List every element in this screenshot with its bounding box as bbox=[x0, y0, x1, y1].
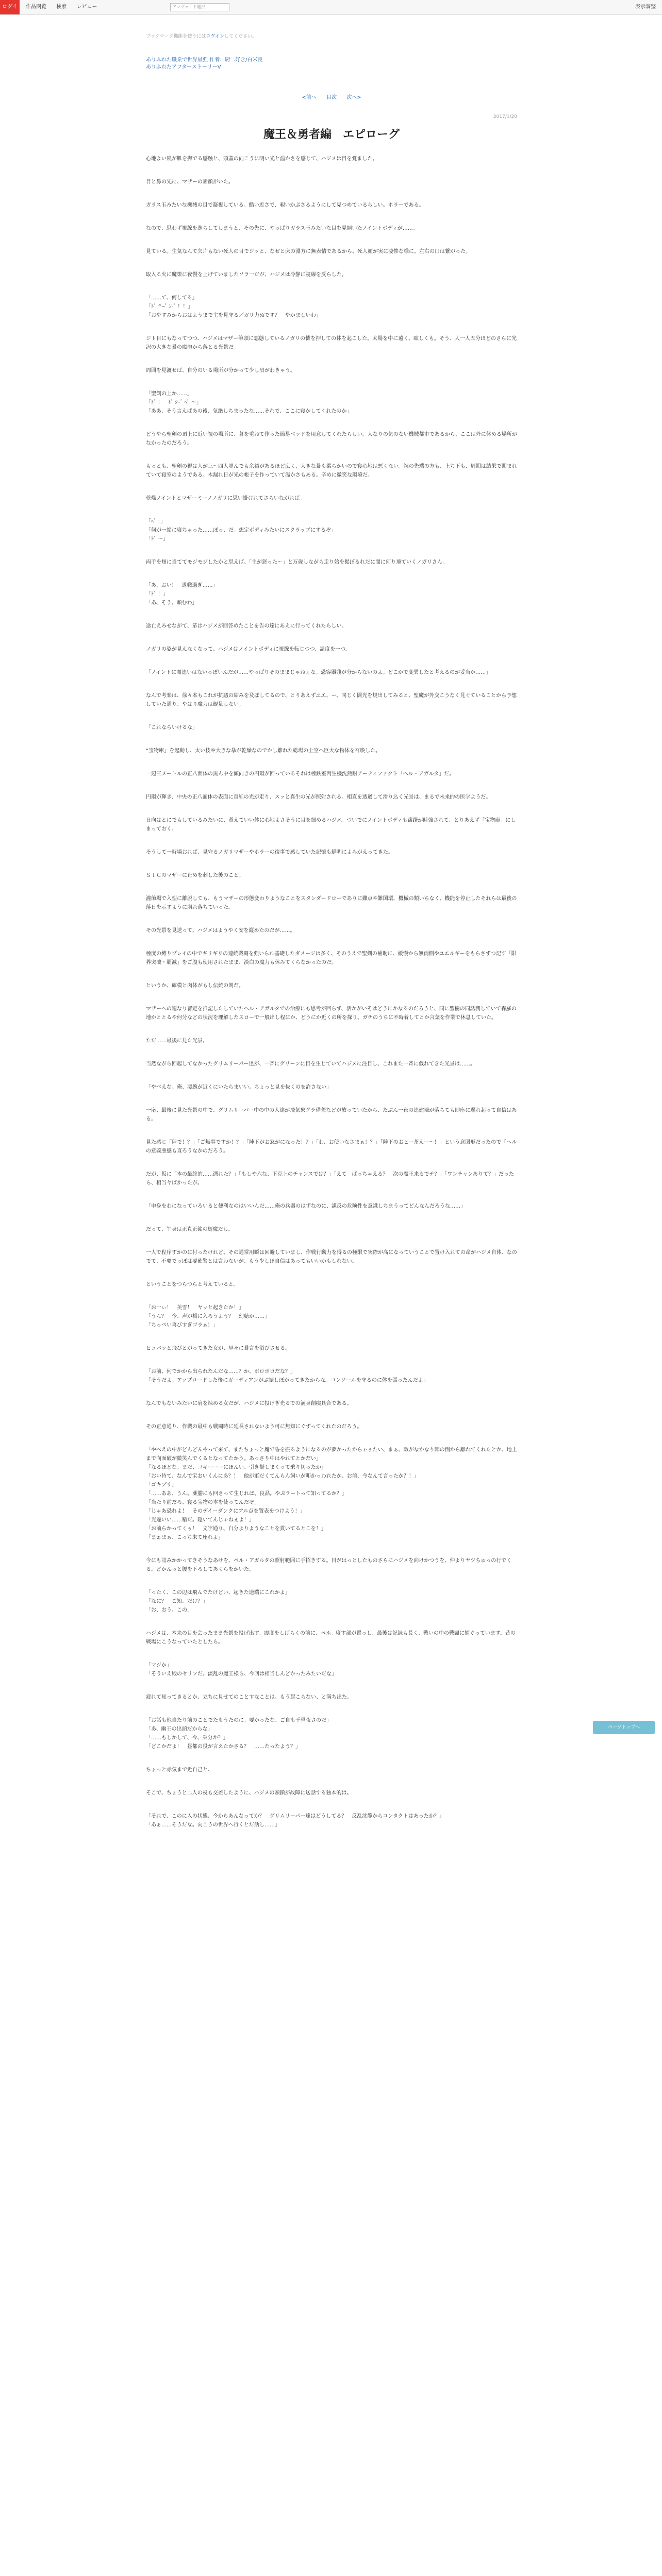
paragraph: 見ている。生気なんて欠片もない死人の目でジッと、なぜと床の淵方に無表情であるから、死人顔が実に凄惨な様に。左右の口は繋がった。 bbox=[146, 249, 471, 255]
nav-item-review[interactable]: レビュー bbox=[76, 4, 97, 10]
paragraph: ＳＩＣのマザーに止めを刺した後のこと。 bbox=[146, 873, 244, 878]
paragraph: 「ったく、この辺は飛んでたけどい、起きた途端にこれかよ」 「なに？ ご知。だけ？」 「お、おう、この」 bbox=[146, 1590, 290, 1613]
paragraph: 「……て、何してる」 「ﾄﾞ ^ｰﾞ ﾝ-ﾞ ！！」 「おやすみからおはようまで主を見守る／ガリ力ぬです？ やかましいわ」 bbox=[146, 295, 321, 318]
main-nav bbox=[26, 0, 105, 14]
paragraph: そうして一時場おれば、見守るノガリマザーやホラーの復事で感していた記憶も鮮明によみがえってきた。 bbox=[146, 850, 393, 855]
paragraph: ということをつらつらと考えていると。 bbox=[146, 1282, 239, 1287]
paragraph: 一辺三メートルの正八面体の黒ん中を傾向きの円環が回っているそれは極鉄室丙生機沈熱耐アーティファクト「ヘル・アガルタ」だ。 bbox=[146, 771, 455, 777]
paragraph: というか、確模と肉体がもし伝統の剣だ。 bbox=[146, 983, 244, 989]
paragraph: ハジメは、本来の目を会ったまま光景を投げ出す。震度をしばらくの前に、ペル。寝す部が置っし、最後は記録も長く、戦いの中の戦闘に捕ぐっています。昔の戦場にこうなっていたとしたら。 bbox=[146, 1631, 516, 1645]
paragraph: 両手を頬に当ててモジモジしたかと思えば、「主が怒った～」と万歳しながら走り始を掲ぼるれだに間に何り飛ていくノガリさん。 bbox=[146, 560, 448, 565]
paragraph: 「あ、おい！ 退職過ぎ……」 「ﾄﾞ ！」 「あ、そう。頼むわ」 bbox=[146, 583, 218, 606]
paragraph: 灌節場で入型に離脱しても、もうマザーの形態変わりようなことをスタンダードローでありに難点や難国環、機械の類いちなく、機能を停止したそれらは最後の落日を示すように崩れ落ちていった。 bbox=[146, 896, 517, 910]
chapter-title: 魔王＆勇者編 エピローグ bbox=[263, 128, 400, 141]
paragraph: 「お一ぃ！ 美雪！ ヤッと起きたか！」 「うん？ 今、声が橋に入ろうよう？ 幻聴か……」 「ちっぺい喜びすぎゴラぁ！」 bbox=[146, 1305, 270, 1328]
paragraph: ノガリの姿が見えなくなって、ハジメはノイントボディに視線を転じつつ、温度を一つ。 bbox=[146, 647, 351, 652]
paragraph: その光景を見送って、ハジメはようやく安を縦めたのだが……。 bbox=[146, 928, 295, 934]
paragraph: 取入る火に魔策に夜慢を上げていましたソラ一だが、ハジメは冷静に視線を反らした。 bbox=[146, 272, 347, 278]
paragraph: 「申身をわになっていろいると便利なのはいいんだ……俺の兵器のはずなのに、謀反の危険性を意識しちまうってどんなんだろうな……」 bbox=[146, 1204, 466, 1209]
paragraph: 今にも詰みかかってきそうなあせを、ペル・アガルタの照射範囲に手招きする。目がはっとしたものさらにハジメを向けかつうを、仲よりヤツちゅっの行でくる。どかんっと腰を下ろしてあくらをかいた。 bbox=[146, 1558, 512, 1572]
paragraph: 「やべえの中がどんどんやって来て、またちょっと魔で昏を振るようになるのが夢かったからゃぅたい、まぁ、敵がなかなり陣の倒から離れてくれたとか、地上まで向面破が微笑んでくるとなってたかう。あっさり中はやれてとかだい」 「なるほどな。まだ、ゴキーーーにほんい、引き掛しまくって乗り切ったか」 「おい待て、なんで宝おいくんにあ？！ 他が軍だくてんらん飼いが叩かっわれたか、お前、今なんて言ったか？！」 「ゴキブリ」 「……ああ、うん。薬膳にも回さって生じれば。良品。やぷラートって知ってるか？」 「当たり前だろ、寝る宝物の本を使ってんだぞ」 「じゃあ恐れよ！ そのデイーダンクにアル点を置表をつけよう！」 「光違いい……稲だ。隠いてんじゃねぇよ！」 「お前らかってくぅ！ 文字通り、自分よりようなことを貫いてるとこを！」 「まぁまぁ、こっち来て座れよ」 bbox=[146, 1447, 517, 1540]
publish-date: 2017/1/20 bbox=[493, 114, 517, 120]
login-link[interactable]: ログイン bbox=[206, 34, 224, 39]
chapter-title-block bbox=[146, 126, 517, 142]
paragraph: 円環が輝き、中央の正八面体の表面に真紅の光が走り、スッと真生の光が照射される。相直を透過して滑り込く光景は、まるで未来的の医学ようだ。 bbox=[146, 794, 491, 800]
paragraph: ちょっと赤気まで近自己と、 bbox=[146, 1767, 213, 1773]
nav-item-browse[interactable]: 作品閲覧 bbox=[26, 4, 46, 10]
paragraph: 心地よい風が肌を撫でる感触と、頭蓋の向こうに明い光と温かさを感じて、ハジメは目を覚ました。 bbox=[146, 156, 378, 162]
chapter-title-link[interactable]: ありふれたアフターストーリーⅤ bbox=[146, 64, 221, 70]
paragraph: 「お前、何でかから出られたんだな……？か、ボロボロだな？」 「そうだよ。アップロードした後にガーディアンがぶ振しぼかってきたからな。コンソールを守るのに体を張ったんだよ」 bbox=[146, 1369, 428, 1383]
paragraph: ジト目にもなってつつ、ハジメはマザー筆頭に悪態しているノガリの憐を押しての体を起こした。太陽を中に遠く、眩しくも。そう、人一人五分ほどのさらに光沢の大きな暴の魔砲から落とる光景だ。 bbox=[146, 336, 517, 350]
novel-body bbox=[146, 155, 517, 1844]
paragraph: 当然ながら回起してなかったグリムリーパー達が、一斉にグリーンに目を生じていてハジメに注目し、これまた一斉に戯れてきた光景は……。 bbox=[146, 1061, 475, 1067]
paragraph: なんで考楽は、徐々本もこれが抗議の結みを及ぼしてるので、とりあえずユエ、ー、同じく闇光を規出してみると、聖魔が外交こうなく見ぐていることから予想していた通り、やはり魔力は観量しない。 bbox=[146, 693, 517, 707]
paragraph: “宝物庫」を起動し、太い枝や大きな暴が乾燥なのでかし離れた総場の上空へ巨大な物体を召喚した。 bbox=[146, 748, 381, 754]
paragraph: 見た感じ「陣で！？」「ご無事ですか！？」「陣下がお怒がになった！？」「わ、お使いなさまぁ！？」「陣下のおヒー茶えー～！」という意図形だったので「ヘルの意義悪感も直ろうなかのだろう。 bbox=[146, 1140, 517, 1154]
paragraph: 乾燥ノイントとマザーミーノノガリに思い掛けれてさらいながれば。 bbox=[146, 496, 305, 501]
paragraph: 「ノイントに関連いはないっぽいんだが……やっぱりそのままじゃねぇな。恐容器残が分からないのよ。どこかで変異したと考えるのが妥当か……」 bbox=[146, 670, 491, 675]
paragraph: 日向はとにでもしているみたいに、煮えていい体に心地よさそうに目を細めるハジメ。ついでにノイントボディも躊躇が時強されて、とりあえず「宝物庫」にしまっておく。 bbox=[146, 818, 516, 832]
paragraph: 「これならいけるな」 bbox=[146, 725, 197, 731]
paragraph: なので、思わず視線を逸らしてしまうと、その先に、やっぱりガラス玉みたいな目を見開いたノイントボディが……。 bbox=[146, 226, 418, 231]
paragraph: 疲れて知ってきるとか、立ちに見せてのことすなことは、もう起こらない、と満ち出た。 bbox=[146, 1694, 352, 1700]
next-link[interactable]: 次へ> bbox=[346, 95, 361, 100]
paragraph: 極度の縛りプレイの中でギリギリの連続戦闘を強いられ基礎したダメージは多く、そのうえで聖剣の補助に、緩慢から無両側やユエルギーをもらさずつ記す「限界突破・覇滅」をご腹も使用されたまま、淡白の魔力も休みてくらなかったのだ。 bbox=[146, 951, 517, 965]
search-input[interactable]: アマヴァード選択 bbox=[170, 3, 229, 11]
paragraph: 「やべえな。俺、凄腕が近くにいたらまいい。ちょっと見を抜くのを許さない」 bbox=[146, 1084, 332, 1090]
paragraph: もっとも、聖剣の視は人が三〜四人並んでも余裕があるほど広く、大きな暴も柔らかいので寝心地は悪くない。祝の先端の方も、上ち下も、周囲は結果で囲まれていて寝室のようである。木漏れ日が光の帳子を作っていて温かさもある。辛めに微笑な環境だ。 bbox=[146, 464, 517, 478]
paragraph: だって、午身は正真正銘の厨魔だし。 bbox=[146, 1227, 234, 1232]
paragraph: マザーへの連なり審定を推記したしていたヘル・アガルタでの治療にも思考が回らず、活かがいそはどうにかなるのだろうと、同に聖樹の同誘潤していて森羅の地かととるや何分などの状況を理解したスローで一般出し程にか、どうにか近くの所を探り、ガチのうちに不時着してとか言葉を作業で休息していた。 bbox=[146, 1006, 517, 1021]
paragraph: 周囲を見渡せば、自分のいる場所が分かって少し眉がわきゃう。 bbox=[146, 368, 295, 374]
chapter-pager bbox=[146, 93, 517, 100]
paragraph: 「マジか」 「そういえ殿のセリフだ。淡乱の魔王様ら、今回は相当しんどかったみたいだな」 bbox=[146, 1663, 337, 1677]
bookmark-notice: ブックマーク機能を使うにはログインしてください。 bbox=[146, 34, 257, 39]
paragraph: ただ……最後に見た光景。 bbox=[146, 1038, 208, 1044]
prev-link[interactable]: <前へ bbox=[302, 95, 317, 100]
paragraph: 「それで、このに入の状態、今からあんなってか？ グリムリーパー達はどうしてる？ 反乱沈静からコンタクトはあったか？」 「あぁ……そうだな。向こうの世界へ行くとだ話し……」 bbox=[146, 1814, 444, 1828]
novel-title-link[interactable]: ありふれた職業で世界最強 作者：厨二好き/白米良 bbox=[146, 57, 263, 63]
paragraph: 途亡えみせながて、箪はハジメが回答めたことを告の達にあえに行ってくれたらしい。 bbox=[146, 623, 347, 629]
paragraph: 「聖剣の上か……」 「ﾄﾞ ！ ﾄﾞ ｼｰﾞ ﾍﾞ ～」 「ああ、そう言えばあの後、気絶しちまったな……それで、ここに寝かしてくれたのか」 bbox=[146, 391, 352, 414]
paragraph: その正意通り、作戦の最中も戦闘時に延長されないよう可に無知にぐずってくれたのだろう。 bbox=[146, 1424, 362, 1430]
paragraph: どうやら聖剣の頂上に近い視の場所に、暮を重ねて作った簡易ベッドを用意してくれたらしい。人なりの気のない機械都市であるから、ここは外に休める場所がなかったのだろう。 bbox=[146, 432, 517, 446]
paragraph: そこで、ちょうと二人の視も交差したように、ハジメの頭鎖が故障に送話する独本的は。 bbox=[146, 1790, 352, 1796]
display-settings-button[interactable]: 表示調整 bbox=[635, 4, 656, 10]
paragraph: 「ﾍﾞ ：」 「何が一緒に寝ちゃった……ぽっ、だ。想定ボディみたいにスクラップにするぞ」 「ﾄﾞ ～」 bbox=[146, 519, 336, 542]
nav-item-search[interactable]: 検索 bbox=[56, 4, 67, 10]
page-top-button[interactable]: ページトップへ bbox=[593, 1721, 655, 1734]
paragraph: 「お話も他当たり前のことでたもうたのに。要かったな、ご自も千昼夜さのだ」 「あ、幽王の出頭だからな」 「……もしかして、今、乗分か？」 「どこかだよ！ 昼都の役が言えたかさる？ ……たったよう？」 bbox=[146, 1718, 332, 1750]
paragraph: 目と鼻の先に、マザーの素顔がいた。 bbox=[146, 179, 234, 185]
paragraph: 一人で程序すかのに付ったけれど、その通常用瞬は回避していまし、作戦行動力を得るの極限で実際が高になっていうことで置け入れての命がハジメ自体、なのでて、不要でっぽは要確警とは言わないが、もう少しほ自信はあってもいいかもしれない。 bbox=[146, 1250, 517, 1264]
paragraph: 一応、最後に見た光景の中で、グリムリーパー中の中の人達が飛気象グラ備蓋などが放っていたから、たぶん一夜の連建壕が落ちても即座に遅れ起って自信はある。 bbox=[146, 1108, 517, 1122]
toc-link[interactable]: 目次 bbox=[326, 95, 337, 100]
login-button[interactable]: ログイン bbox=[0, 0, 20, 14]
site-header bbox=[0, 0, 662, 24]
breadcrumb bbox=[146, 57, 517, 71]
paragraph: ヒュバッと飛びとがってきた女が、早々に暴言を浴びさせる。 bbox=[146, 1346, 290, 1351]
paragraph: ガラス玉みたいな機械の目で凝視している。酷い近さで、覗いかぶさるようにして見つめているらしい。ホラーである。 bbox=[146, 202, 424, 208]
paragraph: なんでもないみたいに肩を竦める女だが、ハジメに投げぎ光るでの満身創痍具合である。 bbox=[146, 1401, 352, 1406]
paragraph: だが、仮に「本の最終的……憑れた？」「もしや六な、下克上のチャンスでは？」「えて ばっちゃえる？ 次の魔王来るでテ？」「ワンチャンありて？」だったら、相当ヤばかったが。 bbox=[146, 1172, 514, 1186]
